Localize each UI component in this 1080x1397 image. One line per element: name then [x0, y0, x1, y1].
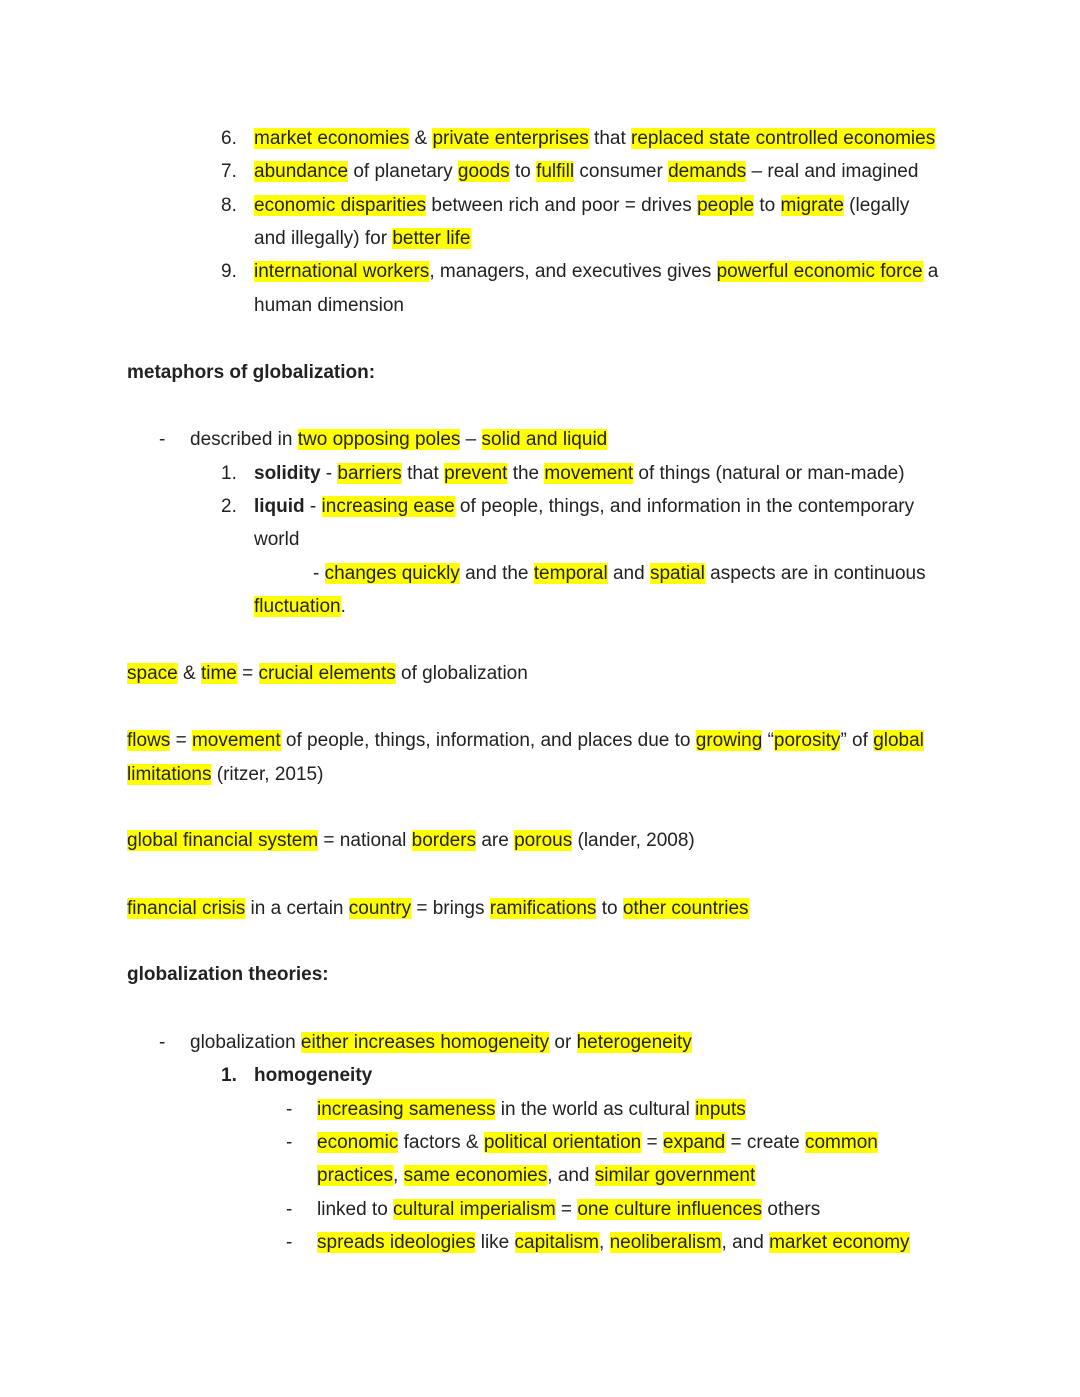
- list-text: market economies & private enterprises that replaced state controlled economies: [254, 128, 936, 149]
- bullet-dash: -: [286, 1199, 293, 1220]
- list-text: economic disparities between rich and poor = drives people to migrate (legally: [254, 195, 910, 216]
- homogeneity-point-2: economic factors & political orientation = expand = create common: [317, 1132, 878, 1153]
- note-financial-crisis: financial crisis in a certain country = brings ramifications to other countries: [127, 898, 749, 919]
- note-flows-continued: limitations (ritzer, 2015): [127, 764, 324, 785]
- list-text: abundance of planetary goods to fulfill consumer demands – real and imagined: [254, 161, 919, 182]
- bullet-dash: -: [286, 1099, 293, 1120]
- homogeneity-point-4: spreads ideologies like capitalism, neoliberalism, and market economy: [317, 1232, 910, 1253]
- section-heading-theories: globalization theories:: [127, 964, 329, 985]
- list-text-continued: human dimension: [254, 295, 404, 316]
- list-number: 8.: [221, 195, 237, 216]
- homogeneity-point-1: increasing sameness in the world as cultural inputs: [317, 1099, 746, 1120]
- metaphor-solidity: solidity - barriers that prevent the movement of things (natural or man-made): [254, 463, 905, 484]
- bullet-dash: -: [286, 1232, 293, 1253]
- note-flows: flows = movement of people, things, information, and places due to growing “porosity” of global: [127, 730, 924, 751]
- list-number: 9.: [221, 261, 237, 282]
- list-number: 6.: [221, 128, 237, 149]
- list-number: 1.: [221, 463, 237, 484]
- list-number: 2.: [221, 496, 237, 517]
- metaphors-intro: described in two opposing poles – solid and liquid: [190, 429, 608, 450]
- note-financial-system: global financial system = national borders are porous (lander, 2008): [127, 830, 695, 851]
- metaphor-liquid-continued: world: [254, 529, 300, 550]
- bullet-dash: -: [159, 429, 166, 450]
- bullet-dash: -: [286, 1132, 293, 1153]
- list-text: international workers, managers, and executives gives powerful economic force a: [254, 261, 939, 282]
- metaphor-liquid-sub-continued: fluctuation.: [254, 596, 346, 617]
- homogeneity-point-2-continued: practices, same economies, and similar government: [317, 1165, 756, 1186]
- list-number: 7.: [221, 161, 237, 182]
- section-heading-metaphors: metaphors of globalization:: [127, 362, 376, 383]
- bullet-dash: -: [159, 1032, 166, 1053]
- list-number: 1.: [221, 1065, 237, 1086]
- theory-homogeneity: homogeneity: [254, 1065, 373, 1086]
- list-text-continued: and illegally) for better life: [254, 228, 471, 249]
- theories-intro: globalization either increases homogeneity or heterogeneity: [190, 1032, 692, 1053]
- note-space-time: space & time = crucial elements of globalization: [127, 663, 528, 684]
- metaphor-liquid: liquid - increasing ease of people, things, and information in the contemporary: [254, 496, 915, 517]
- metaphor-liquid-sub: - changes quickly and the temporal and spatial aspects are in continuous: [313, 563, 926, 584]
- homogeneity-point-3: linked to cultural imperialism = one culture influences others: [317, 1199, 821, 1220]
